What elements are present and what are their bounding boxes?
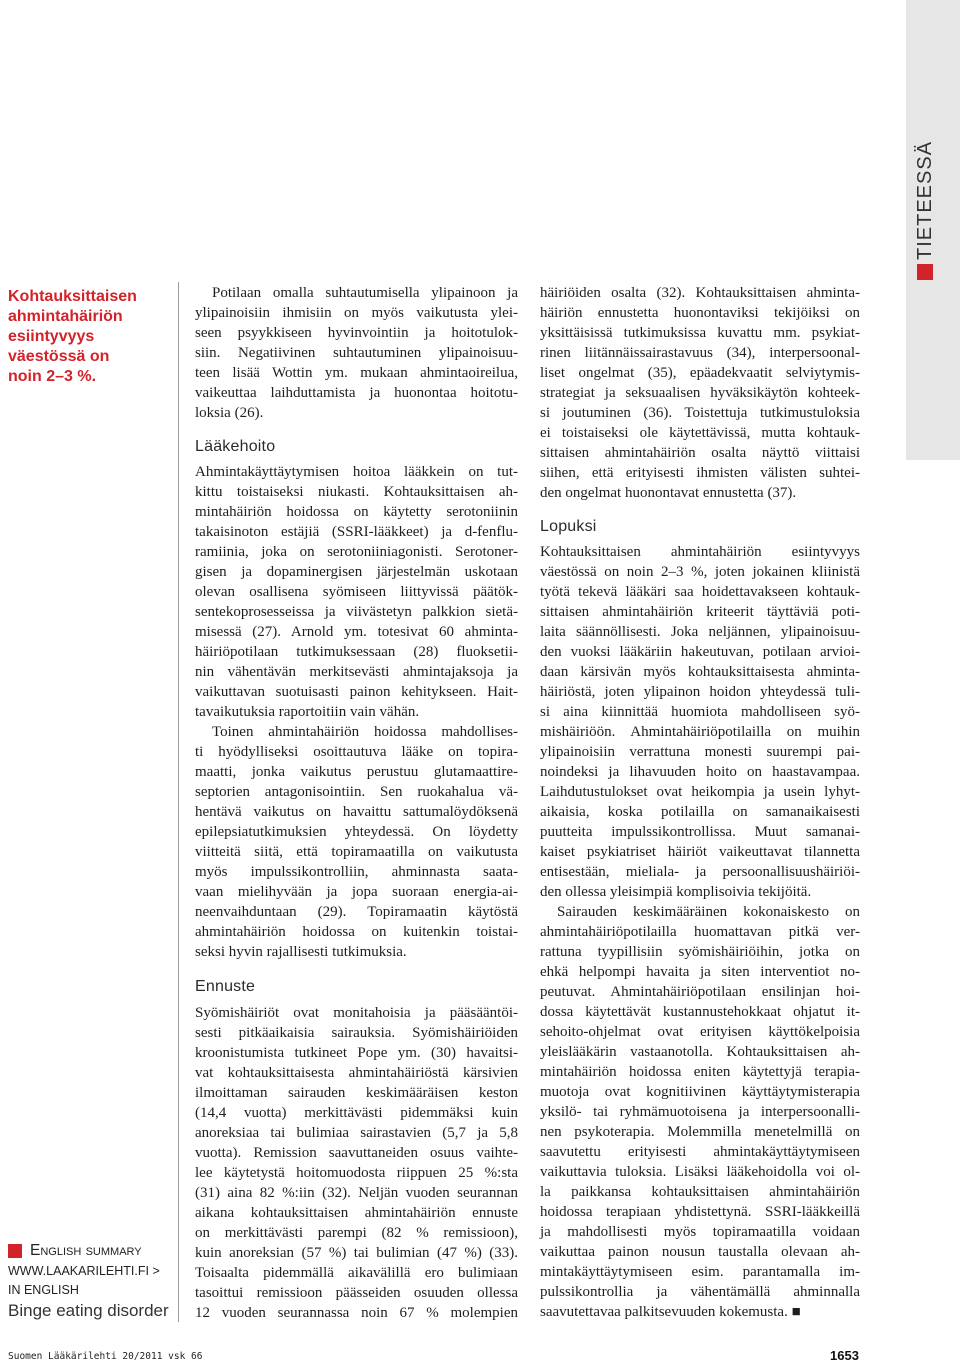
- text-line: ja mahdollisesti myös topiramaatilla voidaan: [540, 1224, 860, 1240]
- text-line: vaikuttavia tuloksia. Lisäksi lääkehoidolla voi ol-: [540, 1164, 860, 1180]
- text-line: den vuoksi lääkäriin hakeutuvan, potilaan arvioi-: [540, 644, 860, 660]
- text-line: hentävä vaikutus on havaittu sattumalöydöksenä: [195, 804, 518, 820]
- text-line: sehoito-ohjelmat ovat erityisen käyttökelpoisia: [540, 1024, 860, 1040]
- text-line: saavutettavaa palkitsevuuden kokemusta. ■: [540, 1304, 801, 1320]
- text-line: mintakäyttäytymiseen esim. parantamalla im-: [540, 1264, 860, 1280]
- text-line: neenvaihduntaan (29). Topiramaatin käytöstä: [195, 904, 518, 920]
- journal-footer: Suomen Lääkärilehti 20/2011 vsk 66: [8, 1351, 203, 1362]
- text-line: sittaisen ahmintahäiriön kriteerit täyttäviä poti-: [540, 604, 860, 620]
- english-summary-title: Binge eating disorder: [8, 1301, 169, 1320]
- text-line: ei toistaiseksi ole käytettävissä, mutta kohtauk-: [540, 425, 860, 441]
- text-line: vaan mielihyvään ja jopa suoraan energia-ai-: [195, 884, 518, 900]
- text-line: työtä tekevä lääkäri saa hoidettavakseen kohtauk-: [540, 584, 860, 600]
- text-line: myös impulssikontrolliin, ahminnasta saata-: [195, 864, 518, 880]
- red-square-icon: [8, 1244, 22, 1258]
- paragraph: [195, 283, 518, 423]
- text-line: häiriöiden osalta (32). Kohtauksittaisen ahminta-: [540, 285, 860, 301]
- text-line: misessä (27). Arnold ym. totesivat 60 ahminta-: [195, 624, 518, 640]
- text-line: vaikuttavan suotuisasti painon kehitykseen. Hait-: [195, 684, 518, 700]
- text-line: anoreksiaa tai bulimiaa sairastavien (5,7 ja 5,8: [195, 1125, 518, 1141]
- paragraph: [195, 462, 518, 722]
- text-line: tasoittui remissioon päässeiden osuuden ollessa: [195, 1285, 518, 1301]
- pull-quote-line: väestössä on: [8, 348, 110, 365]
- text-line: kaiset psykiatriset häiriöt vaikeuttavat tilannetta: [540, 844, 860, 860]
- heading-ennuste: Ennuste: [195, 978, 256, 995]
- text-line: seen psyykkiseen hyvinvointiin ja hoitotulok-: [195, 325, 518, 341]
- text-line: kuin anoreksian (57 %) tai bulimian (47 %) (33).: [195, 1245, 518, 1261]
- text-line: ylipainoisiin verrattuna monesti suurempi pai-: [540, 744, 860, 760]
- text-line: teen lisää Wottin ym. mukaan ahmintaoireilua,: [195, 365, 518, 381]
- text-line: liset ongelmat (35), epäadekvaatit selviytymis-: [540, 365, 860, 381]
- text-line: septorien antagonisointiin. Sen ruokahalua vä-: [195, 784, 518, 800]
- english-summary-label: English summary: [30, 1242, 142, 1259]
- text-line: vuotta). Remission saavuttaneiden osuus vaihte-: [195, 1145, 518, 1161]
- text-line: kittu toistaiseksi niukasti. Kohtauksittaisen ah-: [195, 484, 518, 500]
- text-line: häiriöstä, joten ylipainon hoidon yhteydessä tuli-: [540, 684, 860, 700]
- heading-laakehoito: Lääkehoito: [195, 438, 276, 455]
- text-line: mishäiriöön. Ahmintahäiriöpotilailla on muihin: [540, 724, 860, 740]
- section-tab-label: TIETEESSÄ: [914, 140, 936, 260]
- text-line: saavutettu erityisesti ahmintakäyttäytymiseen: [540, 1144, 860, 1160]
- text-line: vaikeuttaa laihduttamista ja huonontaa hoitotu-: [195, 385, 518, 401]
- text-line: si joutuminen (36). Toistettuja tutkimustuloksia: [540, 405, 860, 421]
- text-line: maatti, jonka vaikutus perustuu glutamaattire-: [195, 764, 518, 780]
- text-line: häiriöpotilaan tutkimuksessaan (28) fluoksetii-: [195, 644, 518, 660]
- text-line: 12 vuoden seurannassa noin 67 % molempien: [195, 1305, 518, 1321]
- text-line: Laihdutustulokset ovat heikompia ja usein lyhyt-: [540, 784, 860, 800]
- text-line: ehkä helpompi havaita ja siten interventiot no-: [540, 964, 860, 980]
- text-line: hoidossa terapiaan yhdistettynä. SSRI-lääkkeillä: [540, 1204, 860, 1220]
- paragraph: [195, 722, 518, 962]
- pull-quote-line: noin 2–3 %.: [8, 368, 97, 385]
- pull-quote: [8, 287, 173, 387]
- text-line: den ollessa yleisimpiä komplisoivia tekijöitä.: [540, 884, 812, 900]
- text-line: dossa käytettävät kustannustehokkaat ohjatut it-: [540, 1004, 860, 1020]
- text-line: väestössä on noin 2–3 %, joten jokainen kliinistä: [540, 564, 860, 580]
- text-line: lee käytetystä hoitomuodosta riippuen 25 %:sta: [195, 1165, 518, 1181]
- text-line: muotoja ovat kognitiivinen käyttäytymisterapia: [540, 1084, 860, 1100]
- text-line: Syömishäiriöt ovat monitahoisia ja pääsääntöi-: [195, 1005, 518, 1021]
- text-line: viitteitä siitä, että topiramaatilla on vaikutusta: [195, 844, 518, 860]
- text-line: on merkittävästi parempi (82 % remissioon),: [195, 1225, 518, 1241]
- text-line: gisen ja dopaminergisen järjestelmän uskotaan: [195, 564, 518, 580]
- text-line: yksilö- tai ryhmämuotoisena ja interpersoonalli-: [540, 1104, 860, 1120]
- text-line: epilepsiatutkimuksien yhteydessä. On löydetty: [195, 824, 518, 840]
- text-line: strategiat ja seksuaalisen hyväksikäytön kohteek-: [540, 385, 860, 401]
- text-line: siin. Negatiivinen suhtautuminen ylipainoisuu-: [195, 345, 518, 361]
- text-line: yksittäisissä tutkimuksissa kuvattu mm. psykiat-: [540, 325, 860, 341]
- text-line: rattuna tyypillisiin syömishäiriöihin, jotka on: [540, 944, 860, 960]
- text-line: kroonistumista tutkineet Pope ym. (30) havaitsi-: [195, 1045, 518, 1061]
- paragraph: [540, 542, 860, 902]
- text-line: nen psykoterapia. Molemmilla menetelmillä on: [540, 1124, 860, 1140]
- red-square-icon: [917, 264, 933, 280]
- text-line: seksi hyvin rajallisesti tutkimuksia.: [195, 944, 407, 960]
- text-line: la paikkansa kohtauksittaisen ahmintahäiriön: [540, 1184, 860, 1200]
- column-divider: [178, 282, 179, 1322]
- text-line: Toisaalta pidemmällä aikavälillä ero bulimiaan: [195, 1265, 518, 1281]
- text-line: sittaisen ahmintahäiriön osalta näyttö viittaisi: [540, 445, 860, 461]
- text-line: nin vähentävän merkitsevästi ahmintajaksoja ja: [195, 664, 518, 680]
- text-line: Toinen ahmintahäiriön hoidossa mahdollises-: [212, 724, 518, 740]
- text-line: sesti pitkäaikaisia sairauksia. Syömishäiriöiden: [195, 1025, 518, 1041]
- text-line: laita säännöllisesti. Joka neljännen, ylipainoisuu-: [540, 624, 860, 640]
- text-line: Ahmintakäyttäytymisen hoitoa lääkkein on tut-: [195, 464, 518, 480]
- pull-quote-line: ahmintahäiriön: [8, 308, 123, 325]
- text-line: rinen liitännäissairastavuus (34), interpersoonal-: [540, 345, 860, 361]
- text-line: ylipainoisiin ihmisiin on myös vaikutusta ylei-: [195, 305, 518, 321]
- text-line: aikana kohtauksittaisen ahmintahäiriön ennuste: [195, 1205, 518, 1221]
- text-line: Kohtauksittaisen ahmintahäiriön esiintyvyys: [540, 544, 860, 560]
- text-line: vat kohtauksittaisesta ahmintahäiriöstä kärsivien: [195, 1065, 518, 1081]
- text-line: yleislääkärin vastaanotolla. Kohtauksittaisen ah-: [540, 1044, 860, 1060]
- text-line: mintahäiriön hoidossa eniten käytettyjä terapia-: [540, 1064, 860, 1080]
- english-summary-url-line2: IN ENGLISH: [8, 1283, 79, 1297]
- text-line: si aina kiinnittää huomiota mahdolliseen syö-: [540, 704, 860, 720]
- text-line: siihen, että erityisesti ihmisten välisten suhtei-: [540, 465, 860, 481]
- text-line: olevan osallisena syömiseen liittyvissä päätök-: [195, 584, 518, 600]
- text-line: sentekoprosesseissa ja viivästetyn palkkion sietä-: [195, 604, 518, 620]
- text-line: aikaisia, koska potilailla on samanaikaisesti: [540, 804, 860, 820]
- page-number: 1653: [830, 1348, 859, 1363]
- pull-quote-line: Kohtauksittaisen: [8, 288, 137, 305]
- text-line: ilmoittaman sairauden keskimääräisen keston: [195, 1085, 518, 1101]
- paragraph: [540, 902, 860, 1322]
- text-line: den ongelmat huonontavat ennustetta (37).: [540, 485, 797, 501]
- text-line: daan kärsivän myös kohtauksittaisesta ahminta-: [540, 664, 860, 680]
- text-line: noindeksi ja lihavuuden hoito on haastavampaa.: [540, 764, 860, 780]
- text-line: entisestään, mieliala- ja persoonallisuushäiriöi-: [540, 864, 860, 880]
- text-line: häiriön ennustetta huonontaviksi tekijöiksi on: [540, 305, 860, 321]
- text-line: tavaikutuksia raportoitiin vain vähän.: [195, 704, 420, 720]
- pull-quote-line: esiintyvyys: [8, 328, 95, 345]
- paragraph: [540, 283, 860, 503]
- text-line: mintahäiriön hoidossa on käytetty serotoniinin: [195, 504, 518, 520]
- text-line: puutteita impulssikontrollissa. Muut samanai-: [540, 824, 860, 840]
- text-line: takaisinoton estäjiä (SSRI-lääkkeet) ja d-fenflu-: [195, 524, 518, 540]
- text-line: Sairauden keskimääräinen kokonaiskesto on: [557, 904, 860, 920]
- text-line: (31) aina 82 %:iin (32). Neljän vuoden seurannan: [195, 1185, 518, 1201]
- text-line: Potilaan omalla suhtautumisella ylipainoon ja: [212, 285, 518, 301]
- heading-lopuksi: Lopuksi: [540, 518, 597, 535]
- text-line: ti hyödylliseksi osoittautuva lääke on topira-: [195, 744, 518, 760]
- text-line: pulssikontrollia ja vähentämällä ahminnalla: [540, 1284, 860, 1300]
- section-tab: [906, 0, 960, 460]
- text-line: ramiinia, joka on serotoniiniagonisti. Serotoner-: [195, 544, 518, 560]
- text-line: loksia (26).: [195, 405, 264, 421]
- english-summary-url: WWW.LAAKARILEHTI.FI >: [8, 1264, 160, 1278]
- text-line: peutuvat. Ahmintahäiriöpotilaan ensilinjan hoi-: [540, 984, 860, 1000]
- text-line: vaikuttaa painon nousun taustalla olevaan ah-: [540, 1244, 860, 1260]
- text-line: ahmintahäiriön hoidossa on kuitenkin toistai-: [195, 924, 518, 940]
- text-line: ahmintahäiriöpotilailla huomattavan pitkä ver-: [540, 924, 860, 940]
- paragraph: [195, 1003, 518, 1323]
- text-line: (14,4 vuotta) merkittävästi pidemmäksi kuin: [195, 1105, 518, 1121]
